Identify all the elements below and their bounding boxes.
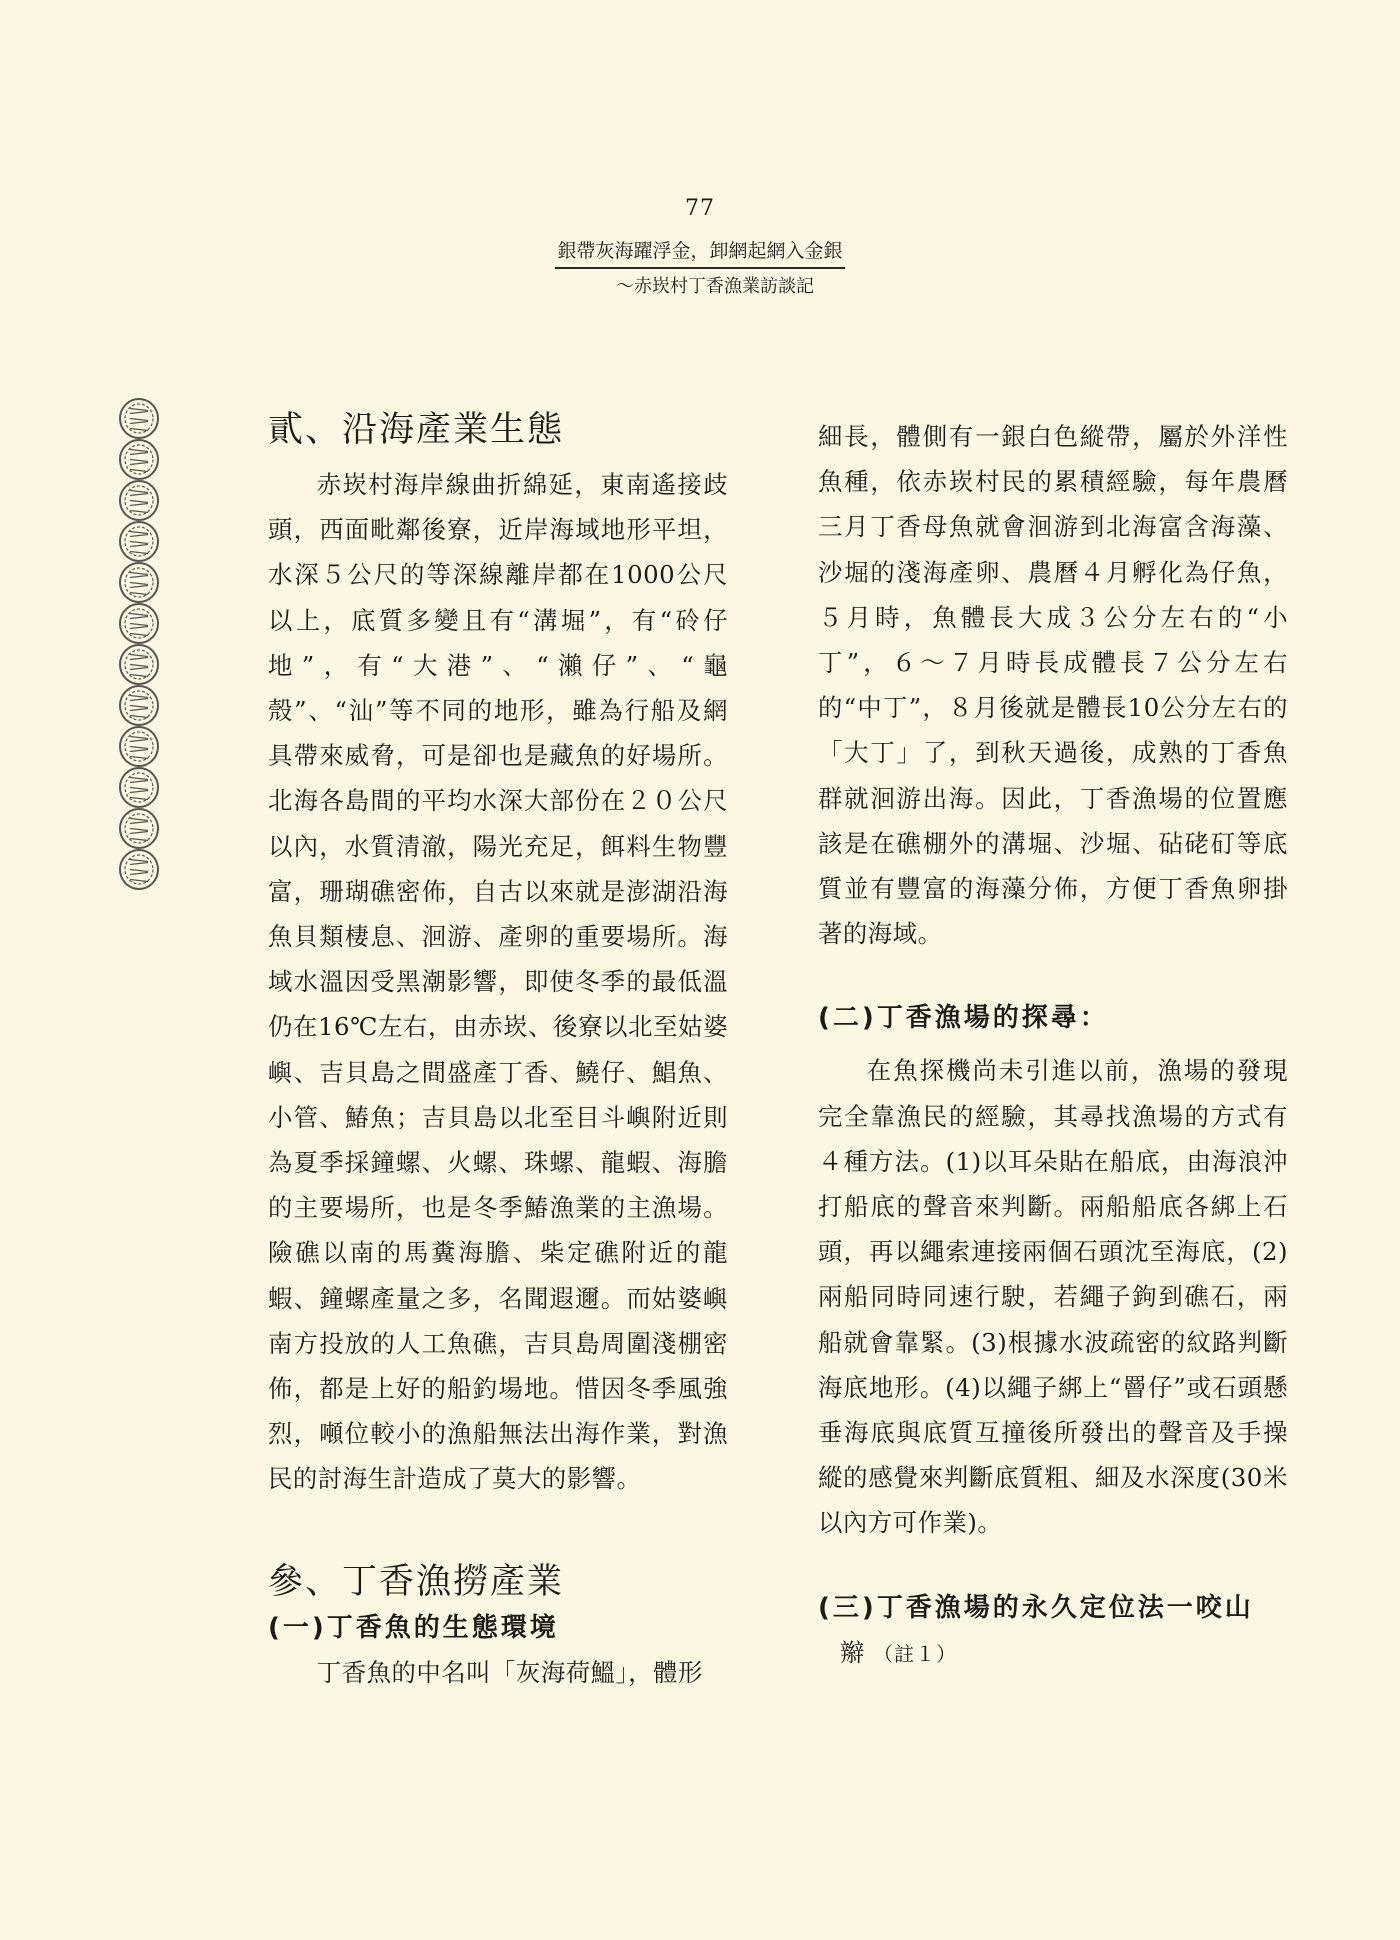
header-title: 銀帶灰海躍浮金，卸網起網入金銀 <box>555 236 844 269</box>
seal-ornament-icon <box>120 399 158 438</box>
left-column <box>268 406 728 1695</box>
seal-ornament-icon <box>120 768 158 807</box>
seal-ornament-icon <box>120 850 158 889</box>
running-header <box>0 236 1400 298</box>
seal-ornament-icon <box>120 522 158 561</box>
page-number: 77 <box>685 196 715 221</box>
decorative-seal-strip <box>118 398 160 890</box>
section-heading-fishery: 參、丁香漁撈產業 <box>268 1561 565 1602</box>
seal-ornament-icon <box>120 563 158 602</box>
subheading-search: (二)丁香漁場的探尋： <box>818 1003 1109 1034</box>
subheading-habitat: (一)丁香魚的生態環境 <box>268 1612 559 1643</box>
seal-ornament-icon <box>120 440 158 479</box>
search-paragraph: 在魚探機尚未引進以前，漁場的發現完全靠漁民的經驗，其尋找漁場的方式有４種方法。(1)以耳朵貼在船底，由海浪沖打船底的聲音來判斷。兩船船底各綁上石頭，再以繩索連接兩個石頭沈至海底，(2)兩船同時同速行駛，若繩子鉤到礁石，兩船就會靠緊。(3)根據水波疏密的紋路判斷海底地形。(4)以繩子綁上“罾仔”或石頭懸垂海底與底質互撞後所發出的聲音及手操縱的感覺來判斷底質粗、細及水深度(30米以內方可作業)。 <box>818 1056 1288 1538</box>
seal-ornament-icon <box>120 727 158 766</box>
seal-ornament-icon <box>120 645 158 684</box>
seal-ornament-icon <box>120 604 158 643</box>
seal-pattern-icon <box>118 398 160 890</box>
right-column <box>818 414 1288 1677</box>
ecology-paragraph: 赤崁村海岸線曲折綿延，東南遙接歧頭，西面毗鄰後寮，近岸海域地形平坦，水深５公尺的等深線離岸都在1000公尺以上，底質多變且有“溝堀”，有“砱仔地”，有“大港”、“瀨仔”、“龜殼”、“汕”等不同的地形，雖為行船及網具帶來威脅，可是卻也是藏魚的好場所。北海各島間的平均水深大部份在２０公尺以內，水質清澈，陽光充足，餌料生物豐富，珊瑚礁密佈，自古以來就是澎湖沿海魚貝類棲息、洄游、產卵的重要場所。海域水溫因受黑潮影響，即使冬季的最低溫仍在16℃左右，由赤崁、後寮以北至姑婆嶼、吉貝島之間盛產丁香、鱙仔、鯧魚、小管、鰆魚；吉貝島以北至目斗嶼附近則為夏季採鐘螺、火螺、珠螺、龍蝦、海膽的主要場所，也是冬季鰆漁業的主漁場。險礁以南的馬糞海膽、柴定礁附近的龍蝦、鐘螺產量之多，名聞遐邇。而姑婆嶼南方投放的人工魚礁，吉貝島周圍淺棚密佈，都是上好的船釣場地。惜因冬季風強烈，噸位較小的漁船無法出海作業，對漁民的討海生計造成了莫大的影響。 <box>268 470 728 1494</box>
subheading-positioning: (三)丁香漁場的永久定位法一咬山 <box>818 1592 1254 1623</box>
footnote-reference: （註１） <box>873 1641 958 1666</box>
positioning-heading-continued <box>818 1630 1288 1677</box>
habitat-paragraph-start: 丁香魚的中名叫「灰海荷鰮」，體形 <box>316 1657 703 1687</box>
habitat-paragraph-continued: 細長，體側有一銀白色縱帶，屬於外洋性魚種，依赤崁村民的累積經驗，每年農曆三月丁香母魚就會洄游到北海富含海藻、沙堀的淺海產卵、農曆４月孵化為仔魚，５月時，魚體長大成３公分左右的“小丁”，６～７月時長成體長７公分左右的“中丁”，８月後就是體長10公分左右的「大丁」了，到秋天過後，成熟的丁香魚群就洄游出海。因此，丁香漁場的位置應該是在礁棚外的溝堀、沙堀、砧硓矴等底質並有豐富的海藻分佈，方便丁香魚卵掛著的海域。 <box>818 422 1288 949</box>
seal-ornament-icon <box>120 809 158 848</box>
section-heading-ecology: 貳、沿海產業生態 <box>268 410 565 450</box>
seal-ornament-icon <box>120 686 158 725</box>
positioning-heading-tail: 辮 <box>840 1637 865 1667</box>
seal-ornament-icon <box>120 481 158 520</box>
header-subtitle: ～赤崁村丁香漁業訪談記 <box>616 276 814 297</box>
